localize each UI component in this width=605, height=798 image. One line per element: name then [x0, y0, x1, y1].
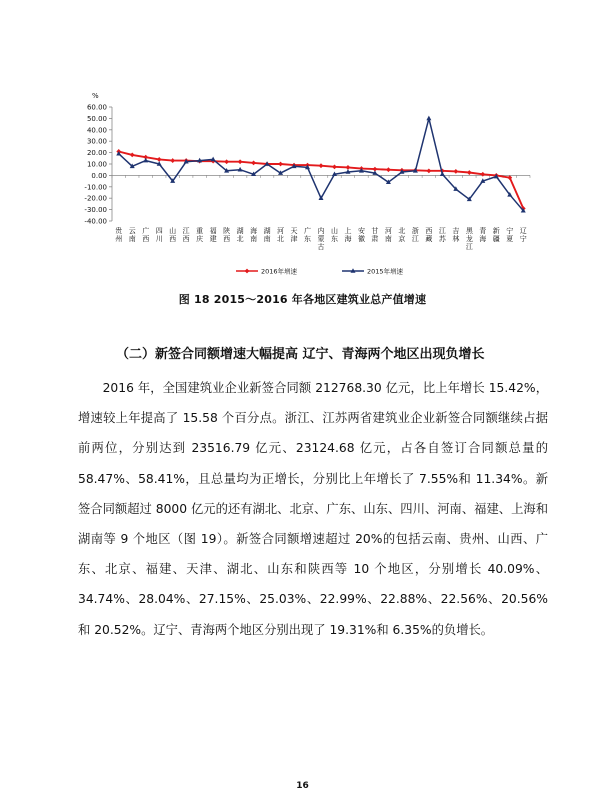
x-tick-label: 安徽	[357, 227, 365, 243]
page-number: 16	[296, 781, 309, 791]
x-tick-label: 四川	[155, 227, 163, 243]
y-tick-label: -10.00	[84, 183, 107, 192]
x-tick-label: 河北	[277, 227, 285, 243]
series-1-point	[332, 164, 337, 169]
series-1-point	[480, 172, 485, 177]
x-tick-label: 山西	[169, 227, 177, 243]
series-1-point	[453, 169, 458, 174]
series-1-point	[467, 170, 472, 175]
x-tick-label: 湖南	[263, 227, 271, 243]
body-paragraph: 2016 年，全国建筑业企业新签合同额 212768.30 亿元，比上年增长 15.42%，增速较上年提高了 15.58 个百分点。浙江、江苏两省建筑业企业新签合同额继续占据前两位，分别达到 23516.79 亿元、23124.68 亿元，占各自签订合同额总量的 58.47%、58.41%，且总量均为正增长，分别比上年增长了 7.55%和 11.34%。新签合同额超过 8000 亿元的还有湖北、北京、广东、山东、四川、河南、福建、上海和湖南等 9 个地区（图 19）。新签合同额增速超过 20%的包括云南、贵州、山西、广东、北京、福建、天津、湖北、山东和陕西等 10 个地区，分别增长 40.09%、34.74%、28.04%、27.15%、25.03%、22.99%、22.88%、22.56%、20.56%和 20.52%。辽宁、青海两个地区分别出现了 19.31%和 6.35%的负增长。	[78, 381, 548, 637]
x-tick-label: 吉林	[452, 227, 460, 243]
series-1-point	[130, 152, 135, 157]
x-tick-label: 山东	[330, 227, 338, 243]
x-tick-label: 新疆	[492, 227, 500, 243]
x-tick-label: 青海	[479, 227, 487, 243]
x-tick-label: 重庆	[196, 227, 204, 243]
x-tick-label: 北京	[398, 227, 406, 243]
x-tick-label: 福建	[209, 227, 217, 243]
x-tick-label: 辽宁	[519, 227, 527, 243]
series-1-point	[426, 168, 431, 173]
series-2-point	[426, 116, 431, 121]
series-1-point	[278, 162, 283, 167]
x-tick-label: 甘肃	[371, 227, 379, 243]
series-1-point	[386, 167, 391, 172]
x-tick-label: 内蒙古	[317, 227, 325, 251]
y-tick-label: -20.00	[84, 194, 107, 203]
x-tick-label: 广西	[142, 227, 150, 243]
x-tick-label: 河南	[384, 227, 392, 243]
y-tick-label: 0.00	[91, 171, 107, 180]
x-tick-label: 江苏	[438, 227, 446, 243]
x-tick-label: 宁夏	[506, 227, 514, 243]
x-tick-label: 广东	[304, 227, 312, 243]
x-tick-label: 湖北	[236, 227, 244, 243]
x-tick-label: 西藏	[425, 227, 433, 243]
x-tick-label: 云南	[128, 227, 136, 243]
x-tick-label: 黑龙江	[465, 227, 473, 251]
series-1-point	[170, 158, 175, 163]
series-1-point	[224, 159, 229, 164]
legend-label-1: 2016年增速	[261, 267, 298, 276]
x-tick-label: 天津	[290, 227, 298, 243]
y-tick-label: -30.00	[84, 206, 107, 215]
y-tick-label: 20.00	[86, 149, 107, 158]
y-tick-label: -40.00	[84, 217, 107, 226]
section-heading: （二）新签合同额增速大幅提高 辽宁、青海两个地区出现负增长	[116, 347, 485, 362]
y-tick-label: 60.00	[86, 103, 107, 112]
line-chart	[60, 86, 550, 286]
legend-label-2: 2015年增速	[367, 267, 404, 276]
figure-caption: 图 18 2015～2016 年各地区建筑业总产值增速	[178, 293, 427, 306]
legend-marker-1	[245, 269, 250, 274]
series-1-point	[251, 160, 256, 165]
x-tick-label: 贵州	[115, 227, 123, 243]
series-1-point	[346, 165, 351, 170]
y-tick-label: 50.00	[86, 114, 107, 123]
series-1-point	[157, 157, 162, 162]
x-tick-label: 浙江	[411, 227, 419, 243]
x-tick-label: 上海	[344, 227, 352, 243]
y-tick-label: 30.00	[86, 137, 107, 146]
y-unit-label: %	[92, 92, 99, 100]
body-text	[78, 373, 548, 645]
chart	[60, 86, 550, 286]
y-tick-label: 10.00	[86, 160, 107, 169]
x-tick-label: 江西	[182, 227, 190, 243]
series-2-point	[143, 158, 148, 163]
series-2-point	[440, 171, 445, 176]
series-1-point	[238, 159, 243, 164]
y-tick-label: 40.00	[86, 126, 107, 135]
x-tick-label: 海南	[250, 227, 258, 243]
x-tick-label: 陕西	[223, 227, 231, 243]
series-1-point	[319, 163, 324, 168]
